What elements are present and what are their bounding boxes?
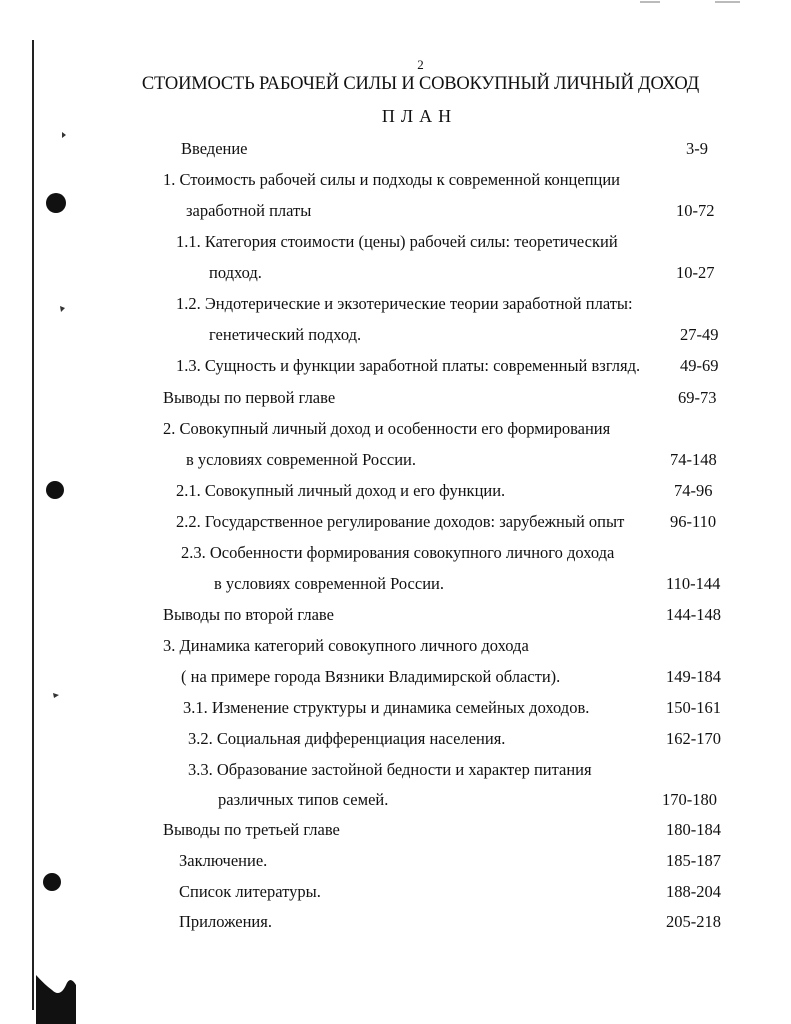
toc-entry-pages: 27-49 [680, 325, 719, 344]
page-number: 2 [417, 57, 424, 72]
toc-entry-pages: 149-184 [666, 667, 721, 686]
toc-entry-text: заработной платы [186, 201, 312, 220]
toc-entry-pages: 150-161 [666, 698, 721, 717]
document-title: СТОИМОСТЬ РАБОЧЕЙ СИЛЫ И СОВОКУПНЫЙ ЛИЧНЫЙ ДОХОД [141, 74, 700, 94]
toc-entry-pages: 74-148 [670, 450, 717, 469]
toc-entry-text: 2.2. Государственное регулирование доходов: зарубежный опыт [176, 512, 625, 531]
toc-entry-text: Выводы по первой главе [163, 388, 336, 407]
toc-entry-text: 2.3. Особенности формирования совокупного личного дохода [181, 543, 615, 562]
toc-entry-text: 2. Совокупный личный доход и особенности его формирования [163, 419, 611, 438]
toc-entry-text: ( на примере города Вязники Владимирской области). [181, 667, 561, 686]
toc-entry-pages: 205-218 [666, 912, 721, 931]
toc-entry-text: различных типов семей. [218, 790, 389, 809]
toc-entry-pages: 188-204 [666, 882, 721, 901]
toc-entry-text: Выводы по второй главе [163, 605, 334, 624]
toc-entry-pages: 170-180 [662, 790, 717, 809]
toc-entry-text: Заключение. [179, 851, 268, 870]
toc-entry-text: в условиях современной России. [186, 450, 416, 469]
toc-entry-text: Выводы по третьей главе [163, 820, 340, 839]
speck-mark-icon [60, 306, 65, 312]
speck-mark-icon [62, 132, 66, 138]
toc-entry-text: 3.1. Изменение структуры и динамика семейных доходов. [183, 698, 590, 717]
toc-entry-text: подход. [209, 263, 262, 282]
toc-entry-pages: 185-187 [666, 851, 721, 870]
toc-entry-text: 1.1. Категория стоимости (цены) рабочей силы: теоретический [176, 232, 618, 251]
toc-entry-text: Приложения. [179, 912, 272, 931]
toc-entry-pages: 3-9 [686, 139, 708, 158]
toc-entry-text: 1. Стоимость рабочей силы и подходы к современной концепции [163, 170, 621, 189]
toc-entry-text: Введение [181, 139, 248, 158]
toc-entry-text: 1.3. Сущность и функции заработной платы: современный взгляд. [176, 356, 641, 375]
plan-heading: ПЛАН [381, 106, 458, 126]
toc-entry-text: 3.3. Образование застойной бедности и характер питания [188, 760, 592, 779]
toc-entry-pages: 10-72 [676, 201, 715, 220]
scan-corner-shadow [36, 975, 76, 1024]
punch-hole-icon [46, 193, 66, 213]
toc-entry-pages: 162-170 [666, 729, 721, 748]
toc-entry-text: в условиях современной России. [214, 574, 444, 593]
toc-entry-text: генетический подход. [209, 325, 362, 344]
toc-entry-text: 1.2. Эндотерические и экзотерические теории заработной платы: [176, 294, 633, 313]
punch-hole-icon [46, 481, 64, 499]
toc-entry-text: 3.2. Социальная дифференциация населения. [188, 729, 506, 748]
toc-entry-text: 2.1. Совокупный личный доход и его функции. [176, 481, 506, 500]
toc-entry-pages: 180-184 [666, 820, 721, 839]
toc-entry-pages: 69-73 [678, 388, 717, 407]
toc-entry-pages: 49-69 [680, 356, 719, 375]
toc-entry-pages: 10-27 [676, 263, 715, 282]
toc-entry-text: Список литературы. [179, 882, 321, 901]
toc-entry-pages: 110-144 [666, 574, 721, 593]
toc-entry-text: 3. Динамика категорий совокупного личного дохода [163, 636, 529, 655]
speck-mark-icon [53, 693, 59, 698]
toc-entry-pages: 96-110 [670, 512, 717, 531]
toc-entry-pages: 74-96 [674, 481, 713, 500]
punch-hole-icon [43, 873, 61, 891]
toc-entry-pages: 144-148 [666, 605, 721, 624]
